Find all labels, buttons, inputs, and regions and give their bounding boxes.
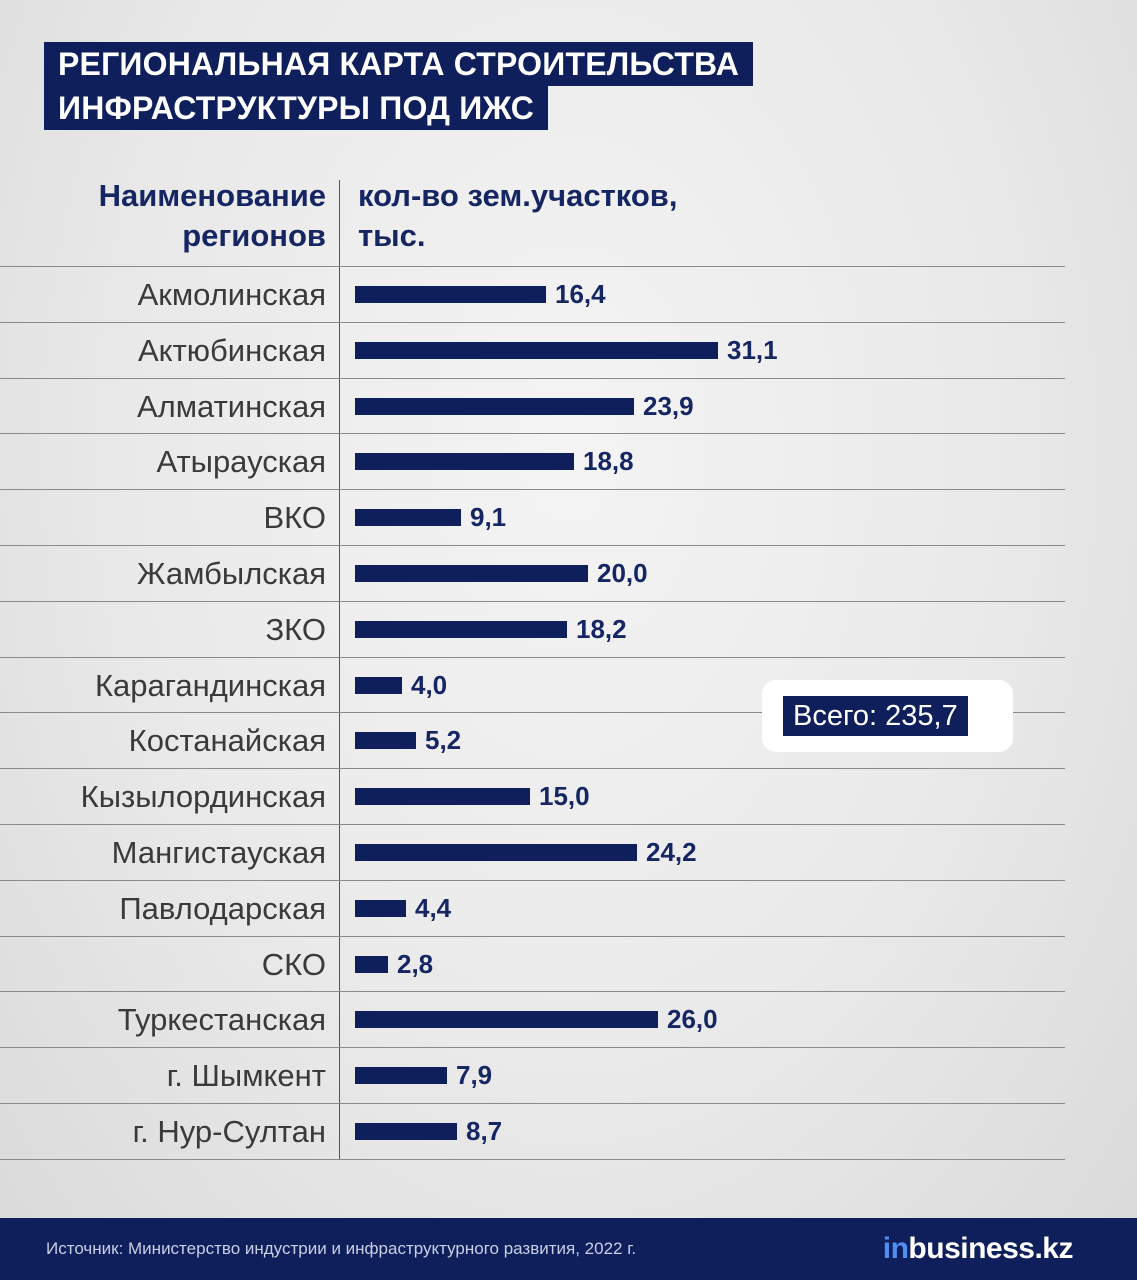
brand-logo[interactable] [883, 1232, 1073, 1266]
bar-value-label: 24,2 [646, 837, 697, 867]
region-label: Костанайская [128, 723, 326, 759]
column-header-region-line-2: регионов [182, 218, 326, 253]
region-label: Павлодарская [119, 890, 326, 926]
region-label: г. Шымкент [166, 1058, 326, 1094]
region-label: Кызылординская [80, 779, 326, 815]
column-header-value [358, 176, 778, 256]
column-divider [339, 180, 340, 1160]
region-label: СКО [261, 946, 326, 982]
bar [355, 1123, 457, 1140]
bar [355, 900, 406, 917]
bar [355, 677, 402, 694]
page-title-line-2: ИНФРАСТРУКТУРЫ ПОД ИЖС [44, 86, 548, 130]
brand-logo-prefix: in [882, 1232, 909, 1265]
column-header-region [26, 176, 326, 256]
bar-value-label: 4,4 [415, 892, 452, 923]
total-callout [762, 680, 1013, 752]
bar-value-label: 15,0 [539, 781, 590, 812]
bar [355, 788, 530, 805]
bar [355, 286, 546, 303]
bar-value-label: 26,0 [667, 1004, 718, 1035]
bar-value-label: 18,8 [583, 446, 634, 477]
bar [355, 398, 634, 415]
bar-value-label: 9,1 [470, 502, 507, 533]
bar [355, 621, 567, 638]
total-label: Всего: 235,7 [783, 696, 968, 736]
bar-value-label: 5,2 [425, 725, 462, 756]
region-label: Акмолинская [137, 277, 326, 312]
bar [355, 844, 637, 861]
bar-value-label: 31,1 [727, 334, 778, 365]
column-header-value-line-2: тыс. [358, 218, 426, 253]
column-header-value-line-1: кол-во зем.участков, [358, 178, 678, 213]
region-label: Жамбылская [136, 556, 326, 591]
bar [355, 1067, 447, 1084]
bar-value-label: 23,9 [643, 390, 694, 421]
bar-value-label: 2,8 [397, 948, 434, 979]
region-label: Мангистауская [111, 835, 326, 870]
bar-value-label: 4,0 [411, 669, 448, 700]
region-label: Алматинская [136, 388, 326, 424]
brand-logo-rest: business.kz [908, 1232, 1073, 1265]
region-label: ЗКО [265, 611, 326, 647]
region-label: г. Нур-Султан [132, 1114, 326, 1149]
bar-value-label: 8,7 [466, 1116, 503, 1146]
bar-value-label: 18,2 [576, 613, 627, 644]
bar-value-label: 16,4 [555, 279, 606, 309]
region-label: Актюбинская [138, 332, 326, 368]
bar-value-label: 7,9 [456, 1060, 493, 1091]
region-label: Туркестанская [117, 1002, 326, 1038]
region-label: Атырауская [156, 444, 326, 480]
bar [355, 732, 416, 749]
column-header-region-line-1: Наименование [98, 178, 326, 213]
row-divider [0, 1159, 1065, 1160]
bar [355, 509, 461, 526]
bar [355, 1011, 658, 1028]
bar [355, 956, 388, 973]
footer [0, 1218, 1137, 1280]
source-text: Источник: Министерство индустрии и инфраструктурного развития, 2022 г. [46, 1239, 637, 1258]
bar [355, 342, 718, 359]
region-label: ВКО [263, 500, 326, 536]
region-label: Карагандинская [94, 667, 326, 703]
bar [355, 453, 574, 470]
bar [355, 565, 588, 582]
page-title-line-1: РЕГИОНАЛЬНАЯ КАРТА СТРОИТЕЛЬСТВА [44, 42, 753, 86]
bar-value-label: 20,0 [597, 558, 648, 588]
